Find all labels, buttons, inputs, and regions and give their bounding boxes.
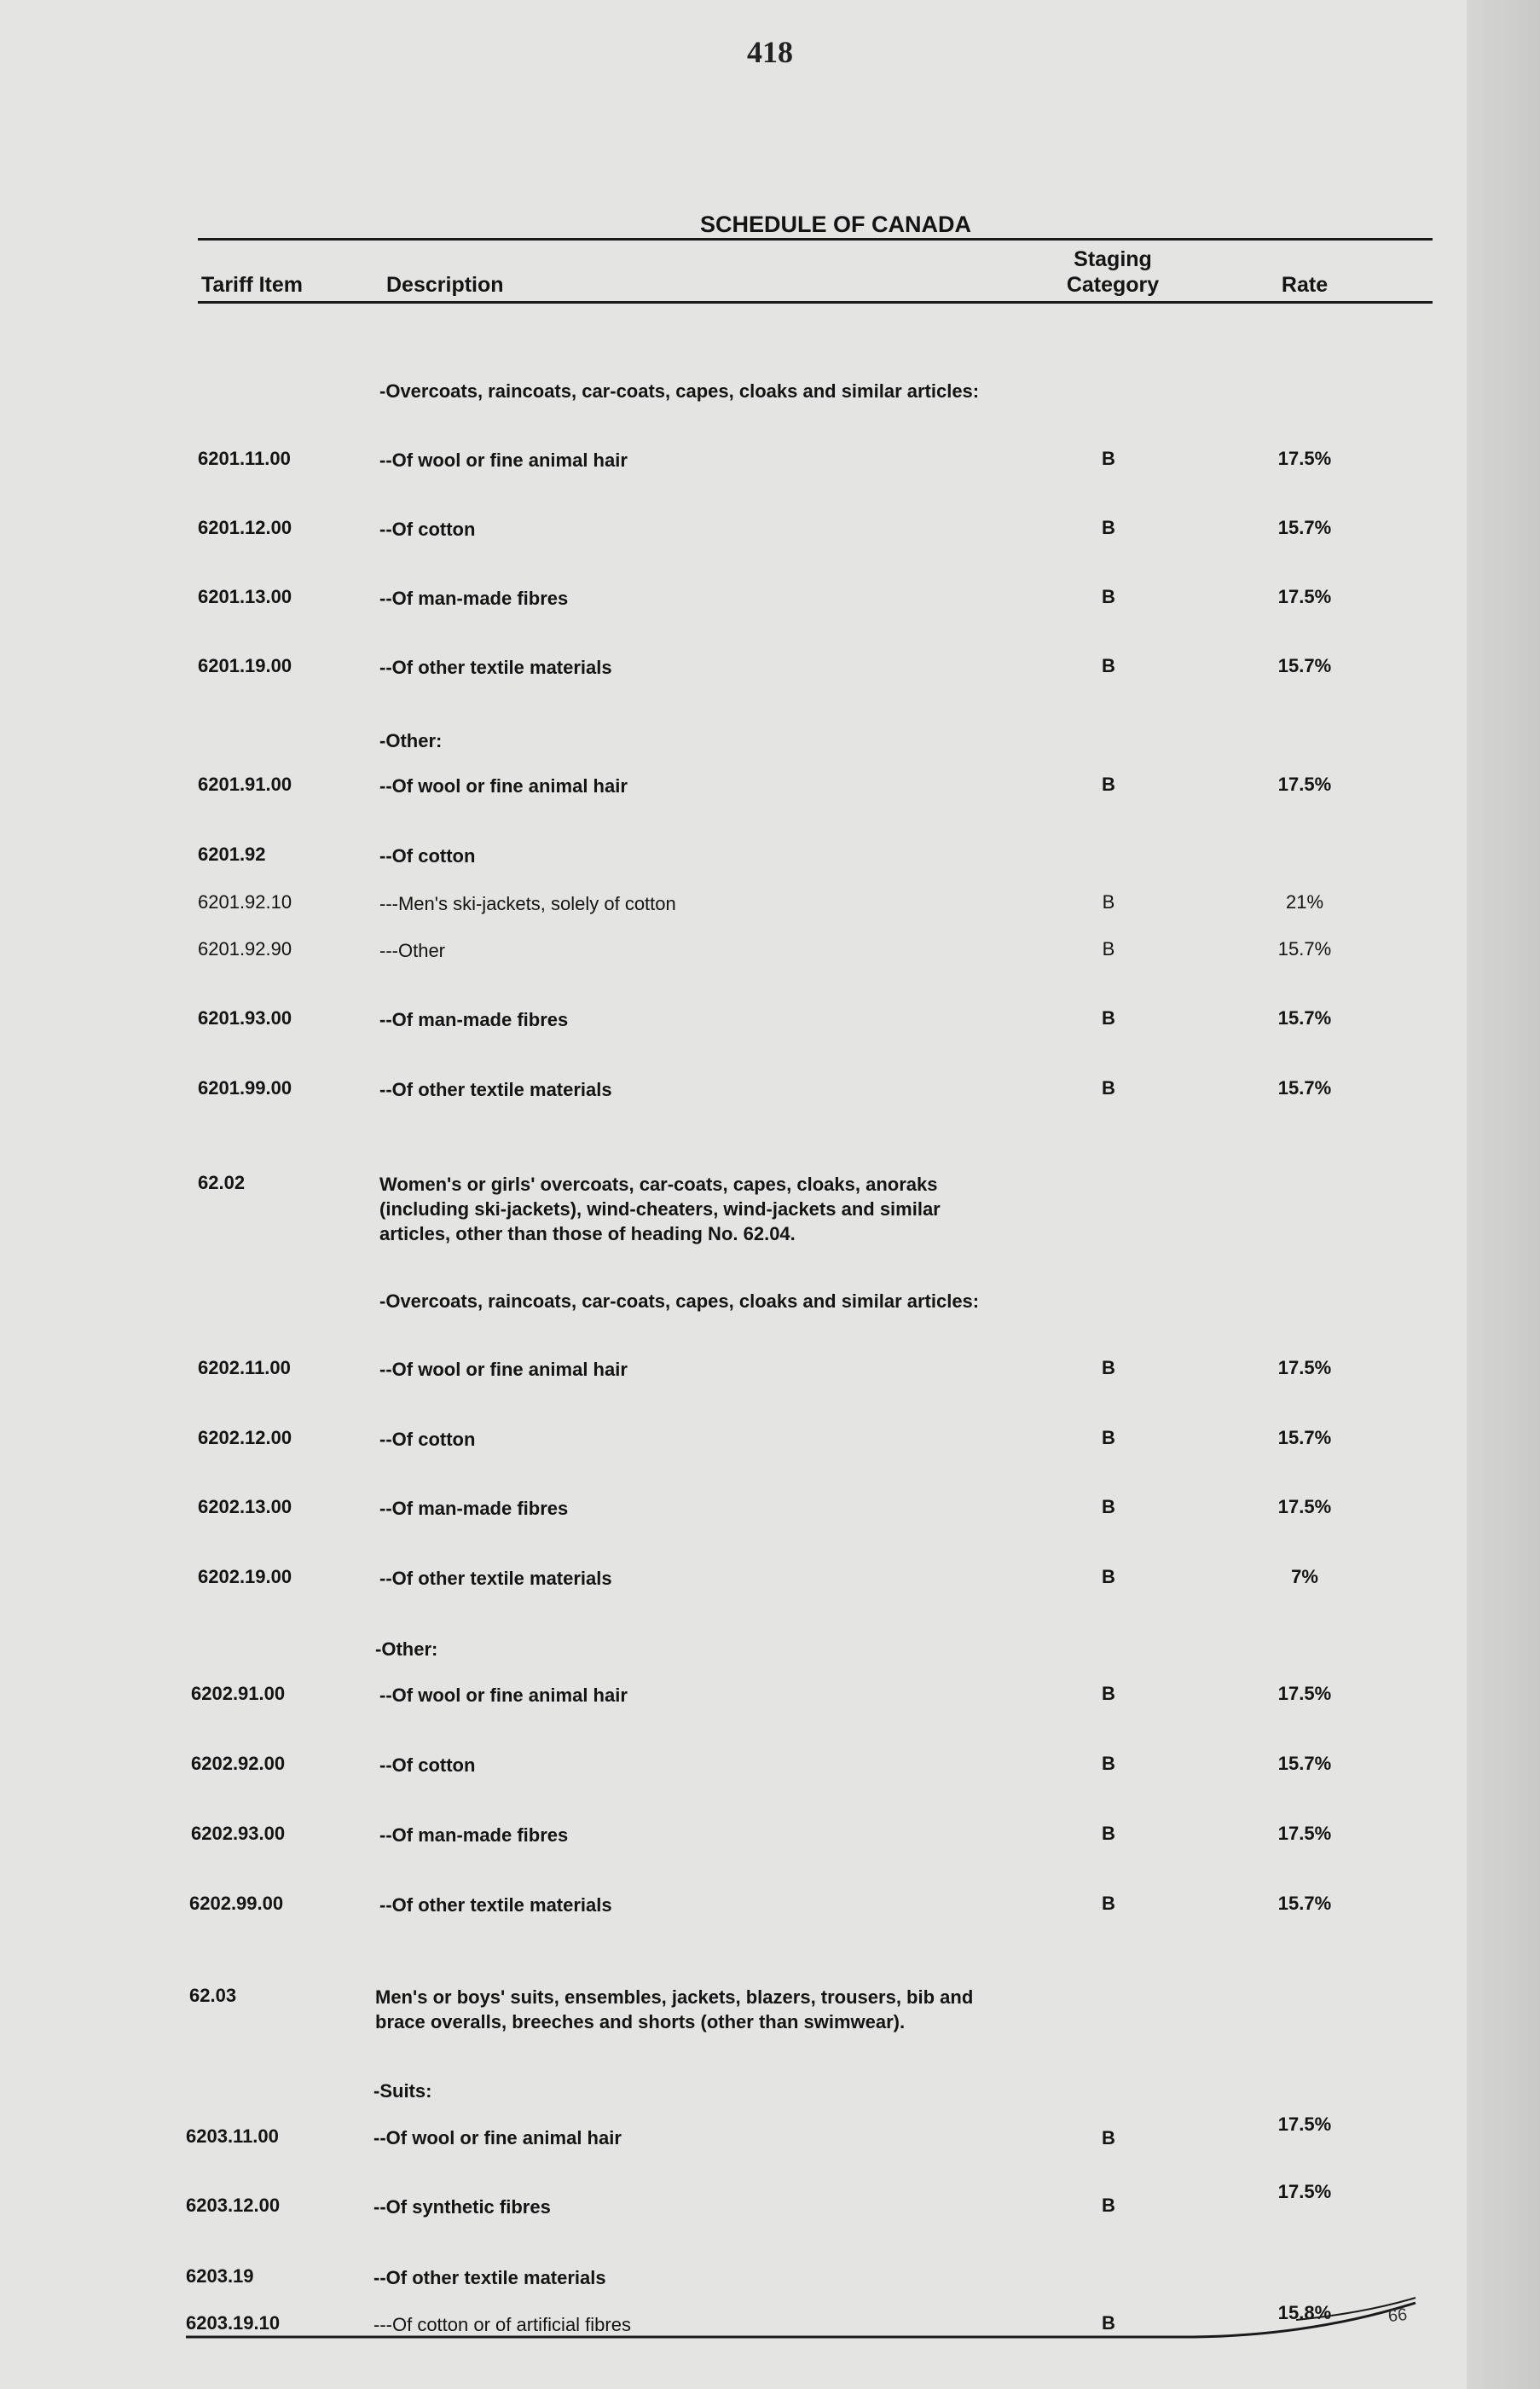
description: --Of cotton bbox=[379, 519, 476, 540]
tariff-item: 6203.12.00 bbox=[186, 2195, 281, 2216]
rate: 17.5% bbox=[1277, 774, 1332, 795]
tariff-item: 6202.11.00 bbox=[198, 1357, 291, 1378]
header-tariff-item: Tariff Item bbox=[201, 273, 303, 297]
staging-category: B bbox=[1102, 2127, 1115, 2148]
corner-page-number: 66 bbox=[1387, 2305, 1409, 2327]
description: ---Men's ski-jackets, solely of cotton bbox=[379, 893, 676, 914]
description: --Of wool or fine animal hair bbox=[373, 2127, 622, 2148]
staging-category: B bbox=[1102, 1566, 1115, 1587]
rate: 15.7% bbox=[1277, 517, 1332, 538]
rate: 15.7% bbox=[1277, 1753, 1332, 1774]
tariff-item: 6201.19.00 bbox=[198, 655, 292, 676]
staging-category: B bbox=[1102, 1893, 1115, 1914]
rate: 15.7% bbox=[1277, 1427, 1332, 1448]
tariff-item: 6202.92.00 bbox=[191, 1753, 286, 1774]
staging-category: B bbox=[1102, 1496, 1115, 1517]
description: --Of cotton bbox=[379, 1754, 476, 1776]
rate: 15.7% bbox=[1277, 1007, 1332, 1029]
tariff-item: 6201.91.00 bbox=[198, 774, 292, 795]
rate: 15.7% bbox=[1277, 1893, 1332, 1914]
rate: 21% bbox=[1285, 891, 1324, 913]
heading-description: Women's or girls' overcoats, car-coats, capes, cloaks, anoraks (including ski-jackets), wind-cheaters, wind-jackets and similar articles, other than those of heading No. 62.04. bbox=[379, 1174, 941, 1244]
tariff-item: 6201.92.10 bbox=[198, 891, 292, 913]
description: --Of other textile materials bbox=[379, 657, 612, 678]
description: --Of other textile materials bbox=[379, 1894, 612, 1916]
staging-category: B bbox=[1102, 2195, 1115, 2216]
rate: 17.5% bbox=[1277, 586, 1332, 607]
tariff-item: 6201.93.00 bbox=[198, 1007, 292, 1029]
tariff-item: 6201.99.00 bbox=[198, 1077, 292, 1099]
description: -Other: bbox=[375, 1638, 438, 1660]
description: --Of man-made fibres bbox=[379, 1498, 569, 1519]
description: --Of wool or fine animal hair bbox=[379, 775, 628, 797]
description: -Other: bbox=[379, 730, 443, 751]
header-rate: Rate bbox=[1281, 273, 1329, 297]
staging-category: B bbox=[1102, 1683, 1115, 1704]
description: -Suits: bbox=[373, 2080, 432, 2102]
tariff-item: 6203.19 bbox=[186, 2265, 254, 2287]
description: --Of synthetic fibres bbox=[373, 2196, 551, 2218]
description: -Overcoats, raincoats, car-coats, capes, cloaks and similar articles: bbox=[379, 1290, 980, 1312]
tariff-item: 6202.19.00 bbox=[198, 1566, 292, 1587]
staging-category: B bbox=[1102, 1077, 1115, 1099]
description: --Of other textile materials bbox=[373, 2267, 606, 2288]
schedule-title: SCHEDULE OF CANADA bbox=[699, 212, 971, 237]
rate: 15.7% bbox=[1277, 938, 1332, 960]
rate: 17.5% bbox=[1277, 2114, 1332, 2135]
heading-number: 62.03 bbox=[189, 1985, 237, 2006]
tariff-item: 6202.12.00 bbox=[198, 1427, 292, 1448]
tariff-item: 6201.13.00 bbox=[198, 586, 292, 607]
header-staging: Staging bbox=[1074, 247, 1152, 271]
heading-description: Men's or boys' suits, ensembles, jackets, blazers, trousers, bib and brace overalls, breeches and shorts (other than swimwear). bbox=[375, 1986, 974, 2032]
tariff-item: 6203.11.00 bbox=[186, 2125, 279, 2147]
rate: 17.5% bbox=[1277, 1496, 1332, 1517]
staging-category: B bbox=[1102, 1357, 1115, 1378]
tariff-item: 6202.13.00 bbox=[198, 1496, 292, 1517]
rate: 15.7% bbox=[1277, 1077, 1332, 1099]
staging-category: B bbox=[1102, 1823, 1115, 1844]
staging-category: B bbox=[1102, 891, 1115, 913]
description: --Of man-made fibres bbox=[379, 1009, 569, 1030]
description: --Of cotton bbox=[379, 1429, 476, 1450]
heading-number: 62.02 bbox=[198, 1172, 246, 1193]
tariff-item: 6202.93.00 bbox=[191, 1823, 286, 1844]
tariff-item: 6203.19.10 bbox=[186, 2312, 281, 2334]
description: ---Of cotton or of artificial fibres bbox=[373, 2314, 631, 2335]
rate: 7% bbox=[1291, 1566, 1318, 1587]
rate: 15.7% bbox=[1277, 655, 1332, 676]
rate: 17.5% bbox=[1277, 448, 1332, 469]
staging-category: B bbox=[1102, 938, 1115, 960]
staging-category: B bbox=[1102, 655, 1115, 676]
header-description: Description bbox=[386, 273, 504, 297]
staging-category: B bbox=[1102, 517, 1115, 538]
staging-category: B bbox=[1102, 448, 1115, 469]
rate: 17.5% bbox=[1277, 2181, 1332, 2202]
tariff-item: 6201.92 bbox=[198, 844, 266, 865]
staging-category: B bbox=[1102, 774, 1115, 795]
staging-category: B bbox=[1102, 1753, 1115, 1774]
staging-category: B bbox=[1102, 1427, 1115, 1448]
description: --Of wool or fine animal hair bbox=[379, 1359, 628, 1380]
description: --Of other textile materials bbox=[379, 1568, 612, 1589]
staging-category: B bbox=[1102, 586, 1115, 607]
description: --Of man-made fibres bbox=[379, 588, 569, 609]
tariff-item: 6201.11.00 bbox=[198, 448, 291, 469]
page-number: 418 bbox=[747, 35, 793, 69]
tariff-item: 6201.12.00 bbox=[198, 517, 292, 538]
rate: 17.5% bbox=[1277, 1357, 1332, 1378]
rate: 15.8% bbox=[1277, 2302, 1332, 2323]
description: --Of cotton bbox=[379, 845, 476, 867]
description: --Of other textile materials bbox=[379, 1079, 612, 1100]
description: --Of wool or fine animal hair bbox=[379, 449, 628, 471]
staging-category: B bbox=[1102, 1007, 1115, 1029]
rate: 17.5% bbox=[1277, 1823, 1332, 1844]
description: ---Other bbox=[379, 940, 445, 961]
tariff-item: 6201.92.90 bbox=[198, 938, 292, 960]
description: --Of man-made fibres bbox=[379, 1824, 569, 1846]
staging-category: B bbox=[1102, 2312, 1115, 2334]
tariff-item: 6202.99.00 bbox=[189, 1893, 284, 1914]
description: -Overcoats, raincoats, car-coats, capes, cloaks and similar articles: bbox=[379, 380, 980, 402]
rate: 17.5% bbox=[1277, 1683, 1332, 1704]
tariff-item: 6202.91.00 bbox=[191, 1683, 286, 1704]
header-category: Category bbox=[1066, 273, 1160, 297]
description: --Of wool or fine animal hair bbox=[379, 1684, 628, 1706]
